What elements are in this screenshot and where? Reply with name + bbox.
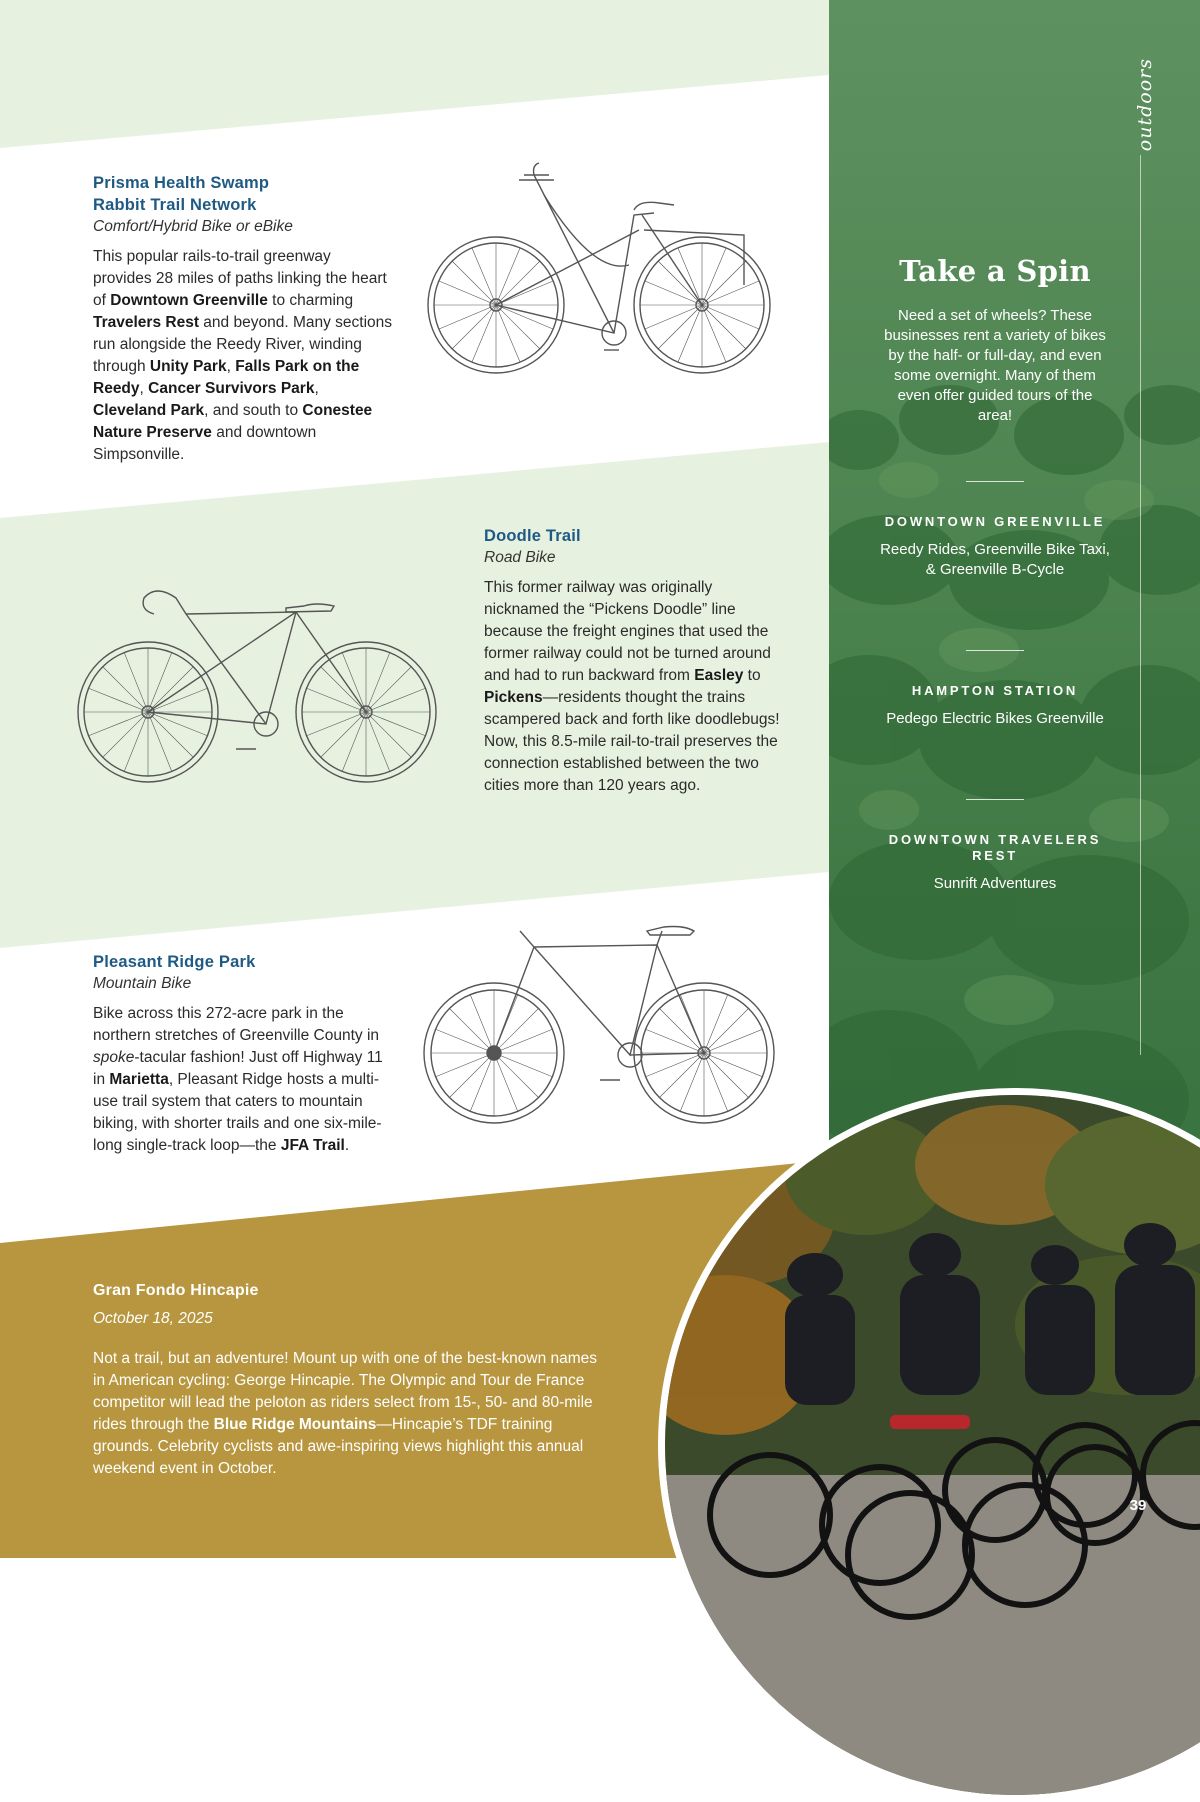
text-run: , <box>139 380 149 397</box>
road-bike-illustration <box>76 584 446 784</box>
location-businesses: Pedego Electric Bikes Greenville <box>886 710 1104 727</box>
place-name: Unity Park <box>149 358 227 375</box>
trail-doodle <box>484 525 784 797</box>
location-heading: DOWNTOWN TRAVELERS REST <box>888 832 1102 863</box>
event-gran-fondo <box>93 1280 613 1480</box>
place-name: Conestee Nature Preserve <box>93 402 373 441</box>
place-name: Travelers Rest <box>93 314 199 331</box>
text-run: Not a trail, but an adventure! Mount up with one of the best-known names in American cycling: George Hincapie. The Olympic and Tour de France competitor will lead the peloton as riders select from 15-, 50- and 80-mile rides through the <box>93 1350 598 1433</box>
emphasis: spoke <box>93 1049 135 1066</box>
trail-bike-type: Road Bike <box>484 549 556 566</box>
trail-title: Doodle Trail <box>484 527 581 545</box>
text-run: to <box>743 667 761 684</box>
location-hampton-station <box>880 683 1110 729</box>
place-name: Marietta <box>109 1071 169 1088</box>
text-run: , <box>226 358 236 375</box>
text-run: —residents thought the trains scampered back and forth like doodlebugs! Now, this 8.5-mile rail-to-trail preserves the connection established between the two cities more than 120 years ago. <box>484 689 780 794</box>
text-run: , and south to <box>204 402 303 419</box>
text-run: , Pleasant Ridge hosts a multi-use trail system that caters to mountain biking, with shorter trails and one six-mile-long single-track loop—the <box>93 1071 382 1154</box>
trail-bike-type: Mountain Bike <box>93 975 192 992</box>
text-run: This popular rails-to-trail greenway provides 28 miles of paths linking the heart of <box>93 248 387 309</box>
text-run: and beyond. Many sections run alongside the Reedy River, winding through <box>93 314 393 375</box>
text-run: This former railway was originally nicknamed the “Pickens Doodle” line because the freight engines that used the former railway could not be turned around and had to run backward from <box>484 579 771 684</box>
sidebar-intro: Need a set of wheels? These businesses rent a variety of bikes by the half- or full-day, and even some overnight. Many of them even offer guided tours of the area! <box>884 307 1106 424</box>
text-run: , <box>314 380 319 397</box>
trail-pleasant-ridge <box>93 951 393 1157</box>
event-description <box>93 1348 613 1480</box>
place-name: Easley <box>694 667 744 684</box>
place-name: Pickens <box>484 689 543 706</box>
location-downtown-greenville <box>880 514 1110 580</box>
trail-description <box>484 577 784 797</box>
sidebar-divider <box>966 799 1024 800</box>
page-number: 39 <box>1129 1497 1147 1514</box>
location-businesses: Sunrift Adventures <box>933 875 1057 892</box>
text-run: to charming <box>267 292 354 309</box>
place-name: Cancer Survivors Park <box>148 380 315 397</box>
place-name: Cleveland Park <box>93 402 205 419</box>
place-name: Falls Park on the Reedy <box>93 358 360 397</box>
trail-bike-type: Comfort/Hybrid Bike or eBike <box>93 218 293 235</box>
text-run: -tacular fashion! Just off Highway 11 in <box>93 1049 383 1088</box>
sidebar-divider <box>966 650 1024 651</box>
place-name: Downtown Greenville <box>110 292 268 309</box>
text-run: Bike across this 272-acre park in the northern stretches of Greenville County in <box>93 1005 380 1044</box>
trail-description <box>93 246 393 466</box>
location-travelers-rest <box>880 832 1110 894</box>
comfort-bike-illustration <box>424 155 774 385</box>
trail-title: Pleasant Ridge Park <box>93 953 256 971</box>
event-date: October 18, 2025 <box>93 1310 213 1327</box>
location-businesses: Reedy Rides, Greenville Bike Taxi, & Greenville B-Cycle <box>880 541 1110 578</box>
trail-title: Prisma Health Swamp Rabbit Trail Network <box>93 174 270 214</box>
event-title: Gran Fondo Hincapie <box>93 1282 259 1299</box>
section-label: outdoors <box>1134 58 1156 152</box>
top-green-band <box>0 0 829 148</box>
sidebar-title: Take a Spin <box>899 254 1091 288</box>
place-name: JFA Trail <box>280 1137 345 1154</box>
vertical-divider <box>1140 155 1141 1055</box>
forest-texture <box>829 380 1200 1180</box>
location-heading: DOWNTOWN GREENVILLE <box>884 514 1106 529</box>
sidebar-divider <box>966 481 1024 482</box>
text-run: . <box>344 1137 350 1154</box>
text-run: —Hincapie’s TDF training grounds. Celebrity cyclists and awe-inspiring views highlight this annual weekend event in October. <box>93 1416 584 1477</box>
mountain-bike-illustration <box>422 925 782 1130</box>
location-heading: HAMPTON STATION <box>911 683 1079 698</box>
trail-swamp-rabbit <box>93 172 393 466</box>
text-run: and downtown Simpsonville. <box>93 424 317 463</box>
place-name: Blue Ridge Mountains <box>213 1416 377 1433</box>
trail-description <box>93 1003 393 1157</box>
